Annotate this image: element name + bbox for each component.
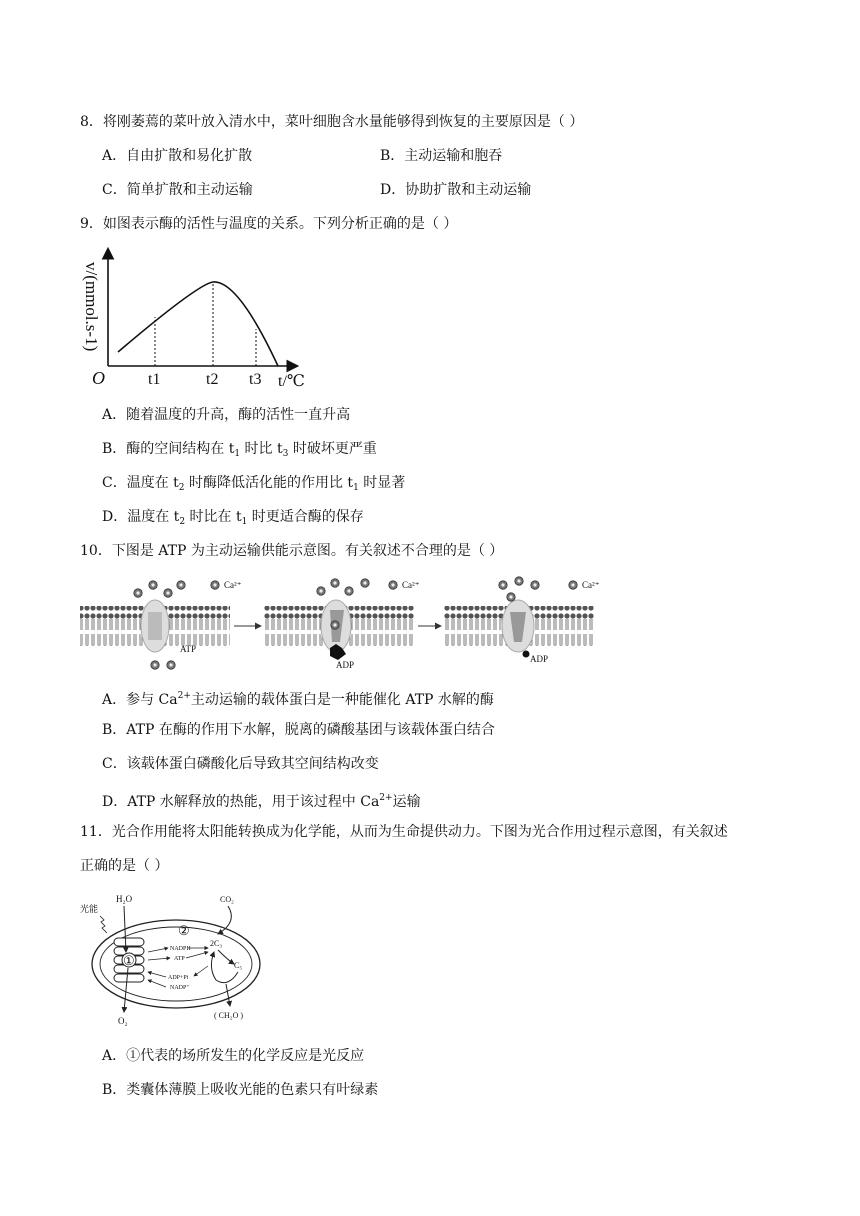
q10-option-a: A．参与 $Ca^{2+}$主动运输的载体蛋白是一种能催化 ATP 水解的酶 xyxy=(102,691,494,708)
panel-3 xyxy=(444,577,600,664)
atp-label: ATP xyxy=(180,644,197,654)
q8-option-a: A．自由扩散和易化扩散 xyxy=(102,148,253,164)
co2-label: CO₂ xyxy=(220,895,234,904)
q10-option-b: B．ATP 在酶的作用下水解，脱离的磷酸基团与该载体蛋白结合 xyxy=(102,722,495,738)
q9-stem: 9．如图表示酶的活性与温度的关系。下列分析正确的是（ ） xyxy=(80,216,458,232)
nadph-label: NADPH xyxy=(170,946,191,952)
ca-legend: Ca²⁺ xyxy=(402,580,420,590)
ca-legend: Ca²⁺ xyxy=(582,580,600,590)
c5-label: C₅ xyxy=(234,961,243,970)
q8-stem: 8．将刚萎蔫的菜叶放入清水中，菜叶细胞含水量能够得到恢复的主要原因是（ ） xyxy=(80,114,584,130)
y-axis-label: v/(mmol.s-1) xyxy=(82,262,101,352)
q8-option-b: B．主动运输和胞吞 xyxy=(380,148,503,164)
atp-label: ATP xyxy=(174,956,185,962)
nadp-label: NADP⁺ xyxy=(170,985,190,991)
q9-option-c: C．温度在 $t_2$ 时酶降低活化能的作用比 $t_1$ 时显著 xyxy=(102,475,406,493)
activity-curve xyxy=(118,282,278,366)
c3-label: 2C₃ xyxy=(210,939,223,948)
h2o-label: H₂O xyxy=(116,894,133,904)
site-2-label: ② xyxy=(178,923,190,938)
q9-option-d: D．温度在 $t_2$ 时比在 $t_1$ 时更适合酶的保存 xyxy=(102,509,364,527)
panel-1 xyxy=(80,580,242,669)
enzyme-temperature-graph xyxy=(78,244,318,394)
light-label: 光能 xyxy=(80,904,99,914)
q11-option-b: B．类囊体薄膜上吸收光能的色素只有叶绿素 xyxy=(102,1082,379,1098)
adp-label: ADP xyxy=(530,654,549,664)
q10-stem: 10．下图是 ATP 为主动运输供能示意图。有关叙述不合理的是（ ） xyxy=(80,543,504,559)
panel-2 xyxy=(264,579,420,670)
photosynthesis-diagram xyxy=(78,888,268,1033)
tick-t2: t2 xyxy=(206,371,219,388)
q9-option-b: B．酶的空间结构在 $t_1$ 时比 $t_3$ 时破坏更严重 xyxy=(102,441,377,459)
ch2o-label: ( CH₂O ) xyxy=(214,1011,244,1020)
adp-pi-label: ADP+Pi xyxy=(168,975,189,981)
q8-option-c: C．简单扩散和主动运输 xyxy=(102,182,253,198)
tick-t1: t1 xyxy=(148,371,161,388)
tick-t3: t3 xyxy=(249,371,262,388)
atp-transport-diagram xyxy=(78,572,618,672)
site-1-label: ① xyxy=(123,953,135,968)
ca-legend: Ca²⁺ xyxy=(224,580,242,590)
q11-option-a: A．①代表的场所发生的化学反应是光反应 xyxy=(102,1048,365,1064)
q9-option-a: A．随着温度的升高，酶的活性一直升高 xyxy=(102,407,351,423)
o2-label: O₂ xyxy=(118,1016,128,1026)
x-axis-label: t/℃ xyxy=(278,373,305,390)
q8-option-d: D．协助扩散和主动运输 xyxy=(380,182,532,198)
q10-option-d: D．ATP 水解释放的热能，用于该过程中 $Ca^{2+}$运输 xyxy=(102,793,421,810)
adp-label: ADP xyxy=(336,660,355,670)
q10-option-c: C．该载体蛋白磷酸化后导致其空间结构改变 xyxy=(102,756,379,772)
q11-stem-line1: 11．光合作用能将太阳能转换成为化学能，从而为生命提供动力。下图为光合作用过程示意图，有关叙述 xyxy=(80,824,728,840)
q11-stem-line2: 正确的是（ ） xyxy=(80,858,169,874)
origin-label: O xyxy=(92,368,105,388)
